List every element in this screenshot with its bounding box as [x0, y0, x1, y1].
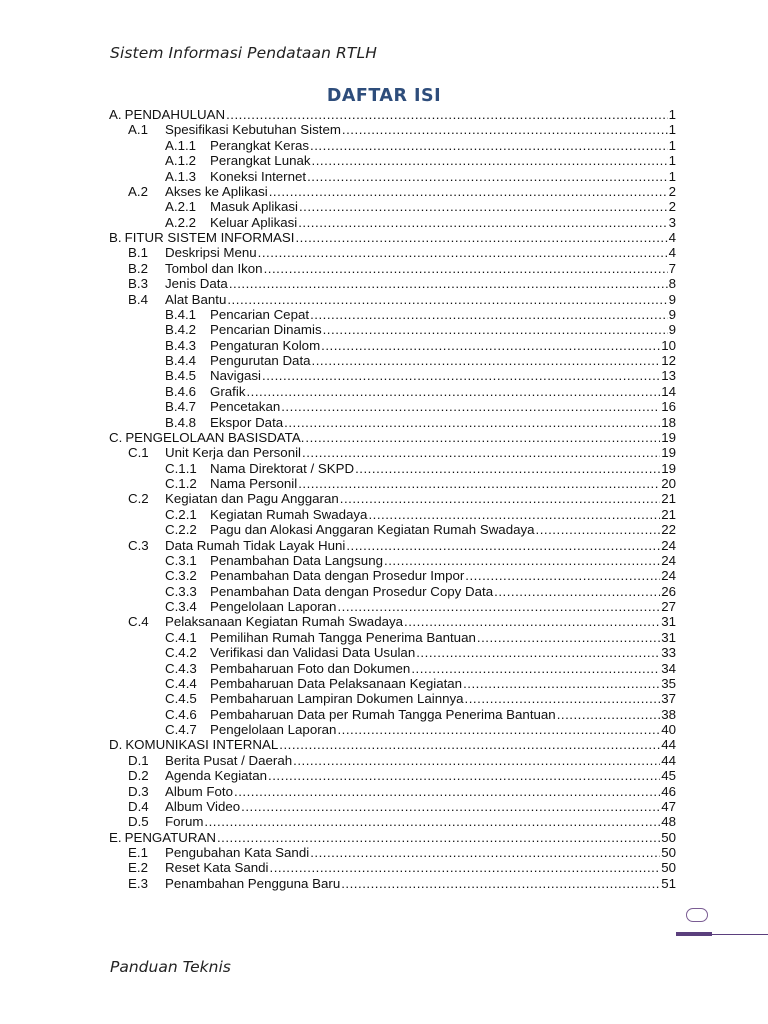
toc-entry-number: B.4.6	[165, 383, 197, 399]
toc-entry-page: 8	[668, 276, 676, 292]
toc-entry-title: Perangkat Keras	[210, 137, 310, 153]
toc-entry[interactable]	[109, 184, 676, 199]
toc-entry-page: 31	[661, 629, 676, 645]
toc-entry-number: C.2.2	[165, 522, 197, 538]
toc-entry[interactable]	[109, 276, 676, 291]
toc-entry-title: Kegiatan Rumah Swadaya	[210, 506, 368, 522]
toc-entry[interactable]	[109, 691, 676, 706]
toc-entry[interactable]	[109, 384, 676, 399]
footer-accent-line	[712, 934, 768, 935]
toc-leader-dots	[384, 553, 660, 568]
toc-leader-dots	[477, 630, 660, 645]
toc-entry[interactable]	[109, 292, 676, 307]
toc-entry-title: Tombol dan Ikon	[165, 260, 263, 276]
toc-entry-number: B.4.7	[165, 399, 197, 415]
toc-entry-title: Alat Bantu	[165, 291, 227, 307]
toc-entry-page: 9	[668, 291, 676, 307]
toc-entry-title: Spesifikasi Kebutuhan Sistem	[165, 122, 341, 138]
toc-entry-number: E.1	[128, 845, 148, 860]
toc-leader-dots	[246, 384, 660, 399]
toc-entry-title: Deskripsi Menu	[165, 245, 257, 261]
toc-entry[interactable]	[109, 814, 676, 829]
toc-entry-number: C.1	[128, 445, 149, 461]
toc-entry-number: C.3.3	[165, 583, 197, 599]
toc-entry[interactable]	[109, 368, 676, 383]
running-footer: Panduan Teknis	[110, 958, 231, 976]
toc-leader-dots	[341, 876, 660, 891]
toc-leader-dots	[310, 138, 668, 153]
toc-entry-page: 9	[668, 306, 676, 322]
toc-entry-number: B.4.3	[165, 337, 197, 353]
toc-entry-page: 9	[668, 322, 676, 338]
toc-entry-number: C.3.2	[165, 568, 197, 584]
toc-entry[interactable]	[109, 599, 676, 614]
toc-entry-number: D.1	[128, 752, 149, 768]
toc-entry-number: E.3	[128, 875, 148, 891]
toc-leader-dots	[465, 568, 660, 583]
toc-entry-number: C.4.2	[165, 645, 197, 661]
toc-entry-title: Pengurutan Data	[210, 353, 311, 368]
toc-leader-dots	[234, 784, 660, 799]
toc-entry-title: PENGELOLAAN BASISDATA.	[125, 429, 305, 445]
toc-entry[interactable]	[109, 215, 676, 230]
toc-entry-number: B.	[109, 230, 122, 245]
toc-leader-dots	[323, 322, 668, 337]
toc-leader-dots	[312, 153, 668, 168]
toc-leader-dots	[302, 445, 660, 460]
toc-leader-dots	[465, 691, 661, 706]
toc-entry-page: 1	[668, 137, 676, 153]
toc-entry-number: A.1	[128, 122, 148, 138]
footer-accent-bar	[676, 932, 712, 936]
toc-entry-title: Perangkat Lunak	[210, 153, 311, 169]
toc-entry-number: C.4.7	[165, 722, 197, 737]
toc-entry[interactable]	[109, 722, 676, 737]
table-of-contents	[109, 107, 676, 891]
toc-entry-number: C.1.2	[165, 476, 197, 491]
toc-entry-page: 22	[661, 522, 676, 538]
toc-leader-dots	[340, 491, 660, 506]
toc-entry-page: 24	[661, 537, 676, 553]
toc-entry-number: C.3.1	[165, 552, 197, 568]
toc-entry-number: B.1	[128, 245, 148, 261]
toc-entry-number: D.2	[128, 768, 149, 784]
toc-entry-title: Agenda Kegiatan	[165, 768, 268, 784]
toc-entry[interactable]	[109, 169, 676, 184]
toc-entry[interactable]	[109, 261, 676, 276]
toc-entry-number: D.	[109, 737, 123, 753]
toc-leader-dots	[312, 353, 661, 368]
toc-entry-page: 33	[661, 645, 676, 661]
toc-leader-dots	[494, 584, 660, 599]
toc-entry[interactable]	[109, 522, 676, 537]
toc-entry-title: Pengubahan Kata Sandi	[165, 845, 310, 860]
toc-leader-dots	[270, 860, 661, 875]
toc-entry-page: 13	[661, 368, 676, 384]
toc-leader-dots	[258, 245, 668, 260]
toc-entry[interactable]	[109, 461, 676, 476]
toc-entry-number: A.2.1	[165, 199, 197, 215]
toc-entry-number: B.4.1	[165, 306, 197, 322]
toc-entry-title: Pencarian Cepat	[210, 306, 310, 322]
toc-entry-number: B.4.4	[165, 353, 197, 368]
toc-entry[interactable]	[109, 860, 676, 875]
toc-leader-dots	[226, 107, 668, 122]
toc-entry-number: C.	[109, 429, 123, 445]
toc-entry[interactable]	[109, 445, 676, 460]
toc-entry[interactable]	[109, 353, 676, 368]
toc-leader-dots	[416, 645, 660, 660]
toc-entry-title: Berita Pusat / Daerah	[165, 752, 293, 768]
toc-entry-page: 51	[661, 875, 676, 891]
toc-entry-page: 46	[661, 783, 676, 799]
toc-leader-dots	[298, 215, 667, 230]
toc-entry-page: 1	[668, 122, 676, 138]
toc-entry-page: 10	[661, 337, 676, 353]
toc-entry[interactable]	[109, 491, 676, 506]
toc-entry-page: 38	[661, 706, 676, 722]
toc-entry-title: Pembaharuan Foto dan Dokumen	[210, 660, 411, 676]
toc-entry-title: Pengelolaan Laporan	[210, 722, 337, 737]
toc-leader-dots	[217, 830, 660, 845]
toc-entry-page: 48	[661, 814, 676, 830]
toc-entry-number: C.3.4	[165, 599, 197, 614]
toc-entry-page: 37	[661, 691, 676, 707]
toc-leader-dots	[229, 276, 668, 291]
toc-entry-number: B.4.2	[165, 322, 197, 338]
toc-entry-title: Pencetakan	[210, 399, 281, 415]
toc-entry-page: 47	[661, 798, 676, 814]
toc-entry-number: B.2	[128, 260, 148, 276]
toc-entry[interactable]	[109, 338, 676, 353]
toc-leader-dots	[337, 722, 660, 737]
toc-entry[interactable]	[109, 322, 676, 337]
toc-entry-number: C.4.6	[165, 706, 197, 722]
toc-entry-number: C.4.4	[165, 675, 197, 691]
toc-entry-number: C.2.1	[165, 506, 197, 522]
toc-entry-page: 1	[668, 153, 676, 169]
toc-entry-number: C.2	[128, 491, 149, 507]
toc-entry-number: D.4	[128, 798, 149, 814]
toc-leader-dots	[321, 338, 660, 353]
toc-entry[interactable]	[109, 737, 676, 752]
toc-leader-dots	[557, 707, 661, 722]
toc-entry[interactable]	[109, 630, 676, 645]
toc-entry[interactable]	[109, 768, 676, 783]
toc-leader-dots	[279, 737, 660, 752]
toc-entry-page: 19	[661, 429, 676, 445]
toc-entry[interactable]	[109, 799, 676, 814]
toc-entry-page: 21	[661, 491, 676, 507]
toc-leader-dots	[368, 507, 660, 522]
toc-leader-dots	[305, 430, 660, 445]
toc-entry[interactable]	[109, 245, 676, 260]
toc-entry-page: 24	[661, 568, 676, 584]
toc-entry-page: 50	[661, 829, 676, 845]
toc-entry-page: 50	[661, 845, 676, 860]
toc-entry[interactable]	[109, 845, 676, 860]
toc-entry-number: A.1.3	[165, 168, 197, 184]
toc-entry-title: Kegiatan dan Pagu Anggaran	[165, 491, 339, 507]
toc-entry-title: Navigasi	[210, 368, 261, 384]
toc-entry-title: Jenis Data	[165, 276, 228, 292]
toc-entry-title: Pengelolaan Laporan	[210, 599, 337, 614]
toc-entry-title: Grafik	[210, 383, 246, 399]
toc-leader-dots	[310, 845, 660, 860]
toc-entry-title: Verifikasi dan Validasi Data Usulan	[210, 645, 416, 661]
toc-entry[interactable]	[109, 538, 676, 553]
toc-entry-number: A.	[109, 107, 122, 122]
toc-entry-page: 34	[661, 660, 676, 676]
toc-entry-page: 27	[661, 599, 676, 614]
toc-leader-dots	[342, 122, 668, 137]
toc-leader-dots	[337, 599, 660, 614]
toc-entry-title: FITUR SISTEM INFORMASI	[124, 230, 295, 245]
toc-entry-title: Data Rumah Tidak Layak Huni	[165, 537, 346, 553]
toc-entry-page: 44	[661, 737, 676, 753]
toc-leader-dots	[346, 538, 660, 553]
page-number-badge-icon	[686, 908, 708, 922]
toc-entry[interactable]	[109, 568, 676, 583]
toc-entry-page: 4	[668, 245, 676, 261]
toc-entry-page: 18	[661, 414, 676, 430]
toc-entry-number: B.4.5	[165, 368, 197, 384]
toc-entry-number: A.1.2	[165, 153, 197, 169]
toc-entry-title: Pengaturan Kolom	[210, 337, 321, 353]
toc-entry[interactable]	[109, 107, 676, 122]
toc-entry-number: C.3	[128, 537, 149, 553]
toc-entry-number: C.4	[128, 614, 149, 630]
toc-entry-title: Pembaharuan Data per Rumah Tangga Penerima Bantuan	[210, 706, 556, 722]
toc-entry-number: D.5	[128, 814, 149, 830]
toc-entry-number: B.4	[128, 291, 148, 307]
toc-entry-title: Penambahan Data dengan Prosedur Impor	[210, 568, 465, 584]
toc-entry-title: Pembaharuan Lampiran Dokumen Lainnya	[210, 691, 464, 707]
toc-entry-number: B.3	[128, 276, 148, 292]
toc-entry[interactable]	[109, 415, 676, 430]
toc-entry-title: Keluar Aplikasi	[210, 214, 298, 230]
toc-entry-page: 1	[668, 107, 676, 122]
toc-entry-title: Album Video	[165, 798, 241, 814]
toc-entry-title: Unit Kerja dan Personil	[165, 445, 301, 461]
toc-entry[interactable]	[109, 507, 676, 522]
toc-entry-title: Album Foto	[165, 783, 233, 799]
toc-entry-title: Koneksi Internet	[210, 168, 307, 184]
toc-entry-page: 16	[661, 399, 676, 415]
toc-entry-page: 31	[661, 614, 676, 630]
toc-entry[interactable]	[109, 661, 676, 676]
toc-entry-number: C.4.5	[165, 691, 197, 707]
toc-entry-number: C.1.1	[165, 460, 197, 476]
toc-entry[interactable]	[109, 230, 676, 245]
toc-entry-page: 40	[661, 722, 676, 737]
toc-leader-dots	[262, 368, 660, 383]
toc-leader-dots	[227, 292, 667, 307]
running-header: Sistem Informasi Pendataan RTLH	[110, 44, 377, 62]
toc-entry-page: 19	[661, 445, 676, 461]
toc-leader-dots	[284, 415, 660, 430]
toc-entry[interactable]	[109, 676, 676, 691]
toc-entry-page: 2	[668, 183, 676, 199]
toc-entry-title: Reset Kata Sandi	[165, 860, 269, 876]
toc-entry-title: Pelaksanaan Kegiatan Rumah Swadaya	[165, 614, 404, 630]
toc-entry-title: Penambahan Data Langsung	[210, 552, 383, 568]
toc-entry[interactable]	[109, 584, 676, 599]
toc-leader-dots	[299, 199, 668, 214]
toc-entry[interactable]	[109, 307, 676, 322]
toc-entry[interactable]	[109, 753, 676, 768]
toc-leader-dots	[310, 307, 668, 322]
toc-entry-page: 44	[661, 752, 676, 768]
toc-entry[interactable]	[109, 153, 676, 168]
toc-entry-page: 45	[661, 768, 676, 784]
toc-entry[interactable]	[109, 553, 676, 568]
toc-leader-dots	[404, 614, 660, 629]
toc-entry-page: 1	[668, 168, 676, 184]
toc-entry-title: Akses ke Aplikasi	[165, 183, 268, 199]
toc-entry-title: Penambahan Pengguna Baru	[165, 875, 341, 891]
toc-leader-dots	[463, 676, 660, 691]
toc-leader-dots	[536, 522, 661, 537]
toc-entry-page: 19	[661, 460, 676, 476]
toc-entry-number: A.2.2	[165, 214, 197, 230]
toc-leader-dots	[293, 753, 660, 768]
toc-leader-dots	[241, 799, 660, 814]
toc-entry-page: 4	[668, 230, 676, 245]
toc-entry-title: KOMUNIKASI INTERNAL	[125, 737, 279, 753]
toc-entry[interactable]	[109, 430, 676, 445]
toc-entry-title: PENDAHULUAN	[124, 107, 226, 122]
toc-entry-title: Masuk Aplikasi	[210, 199, 298, 215]
toc-leader-dots	[264, 261, 668, 276]
toc-entry-page: 2	[668, 199, 676, 215]
toc-entry[interactable]	[109, 199, 676, 214]
toc-leader-dots	[268, 768, 660, 783]
toc-entry-page: 21	[661, 506, 676, 522]
toc-title: DAFTAR ISI	[326, 86, 442, 106]
toc-entry-number: B.4.8	[165, 414, 197, 430]
toc-entry[interactable]	[109, 476, 676, 491]
toc-entry[interactable]	[109, 122, 676, 137]
toc-entry-page: 12	[661, 353, 676, 368]
toc-entry-title: Pagu dan Alokasi Anggaran Kegiatan Rumah Swadaya	[210, 522, 535, 538]
toc-entry-title: Pencarian Dinamis	[210, 322, 322, 338]
toc-entry-page: 7	[668, 260, 676, 276]
toc-entry-title: Forum	[165, 814, 204, 830]
toc-entry-page: 50	[661, 860, 676, 876]
toc-leader-dots	[411, 661, 660, 676]
toc-entry[interactable]	[109, 707, 676, 722]
toc-entry-title: Ekspor Data	[210, 414, 284, 430]
toc-entry-title: Penambahan Data dengan Prosedur Copy Data	[210, 583, 494, 599]
toc-entry-number: D.3	[128, 783, 149, 799]
toc-entry[interactable]	[109, 614, 676, 629]
toc-entry-page: 35	[661, 675, 676, 691]
toc-leader-dots	[281, 399, 660, 414]
toc-entry[interactable]	[109, 138, 676, 153]
toc-entry[interactable]	[109, 876, 676, 891]
toc-entry[interactable]	[109, 399, 676, 414]
toc-entry-page: 20	[661, 476, 676, 491]
toc-entry-title: Nama Direktorat / SKPD	[210, 460, 355, 476]
toc-entry[interactable]	[109, 645, 676, 660]
toc-leader-dots	[298, 476, 660, 491]
toc-entry-page: 3	[668, 214, 676, 230]
toc-leader-dots	[307, 169, 668, 184]
toc-leader-dots	[355, 461, 660, 476]
toc-entry-number: C.4.3	[165, 660, 197, 676]
toc-entry-title: Pembaharuan Data Pelaksanaan Kegiatan	[210, 675, 463, 691]
toc-leader-dots	[269, 184, 668, 199]
toc-leader-dots	[295, 230, 667, 245]
toc-entry-page: 14	[661, 383, 676, 399]
toc-entry-number: E.	[109, 829, 122, 845]
toc-entry-number: A.2	[128, 183, 148, 199]
toc-entry[interactable]	[109, 784, 676, 799]
toc-entry-number: A.1.1	[165, 137, 197, 153]
toc-entry[interactable]	[109, 830, 676, 845]
toc-entry-page: 26	[661, 583, 676, 599]
toc-entry-number: C.4.1	[165, 629, 197, 645]
toc-entry-number: E.2	[128, 860, 148, 876]
toc-entry-title: PENGATURAN	[124, 829, 216, 845]
toc-leader-dots	[204, 814, 660, 829]
toc-entry-title: Nama Personil	[210, 476, 298, 491]
toc-entry-page: 24	[661, 552, 676, 568]
toc-entry-title: Pemilihan Rumah Tangga Penerima Bantuan	[210, 629, 476, 645]
